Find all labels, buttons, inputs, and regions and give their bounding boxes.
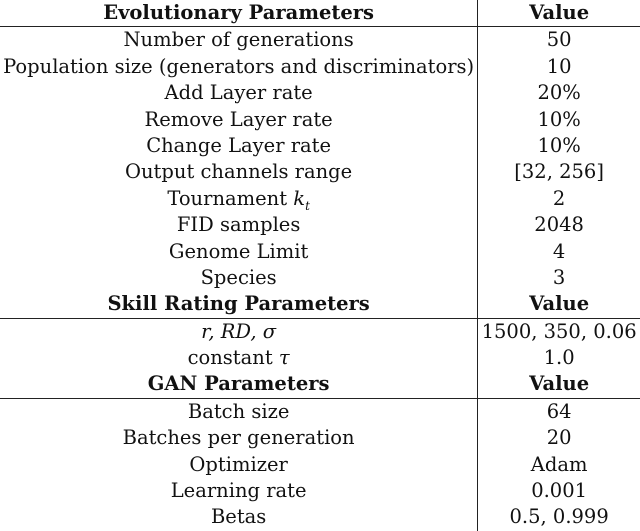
header-value: Value [477,291,640,317]
value-cell: Adam [477,452,640,478]
table-row [0,212,640,238]
param-cell: Population size (generators and discriminators) [3,54,475,78]
param-cell: Learning rate [170,479,307,503]
param-cell: Species [200,265,277,289]
table-row [0,54,640,80]
value-cell: 0.001 [477,478,640,504]
header-value: Value [477,0,640,26]
param-cell: Batch size [187,399,290,423]
table-row [0,265,640,291]
value-cell: 2 [477,186,640,212]
value-cell: 1.0 [477,345,640,371]
header-value: Value [477,371,640,397]
value-cell: 0.5, 0.999 [477,504,640,530]
table-row [0,399,640,425]
section-header-skill-rating [0,291,640,318]
value-cell: 20 [477,425,640,451]
param-text: constant [187,346,279,370]
param-cell: Change Layer rate [146,133,332,157]
table-row [0,133,640,159]
param-cell: Number of generations [123,28,354,52]
table-row [0,186,640,212]
param-cell [0,319,477,345]
table-row [0,239,640,265]
table-row [0,478,640,504]
math-subscript: t [305,198,310,213]
table-row [0,107,640,133]
table-row [0,80,640,106]
table-row [0,504,640,530]
param-cell: Optimizer [189,452,288,476]
param-cell [0,345,477,371]
param-cell: Genome Limit [168,239,309,263]
value-cell: 20% [477,80,640,106]
value-cell: 4 [477,239,640,265]
param-cell: Remove Layer rate [144,107,333,131]
header-param: Evolutionary Parameters [103,1,375,24]
value-cell: [32, 256] [477,159,640,185]
param-cell [0,186,477,212]
math-symbol: k [293,186,306,210]
value-cell: 2048 [477,212,640,238]
math-symbol: τ [278,346,290,370]
table-row [0,345,640,371]
value-cell: 64 [477,399,640,425]
value-cell: 10% [477,133,640,159]
table-row [0,319,640,345]
value-cell: 50 [477,27,640,53]
value-cell: 1500, 350, 0.06 [477,319,640,345]
param-cell: Batches per generation [122,426,355,450]
param-cell: Add Layer rate [164,81,313,105]
section-header-evolutionary [0,0,640,27]
table-row [0,452,640,478]
value-cell: 10 [477,54,640,80]
param-cell: Output channels range [125,160,353,184]
value-cell: 10% [477,107,640,133]
header-param: Skill Rating Parameters [107,292,370,316]
param-cell: Betas [210,505,267,529]
section-header-gan [0,371,640,398]
header-param: GAN Parameters [147,372,330,396]
param-text: Tournament [167,186,294,210]
param-cell: FID samples [176,213,301,237]
math-expression: r, RD, σ [201,319,277,343]
table-row [0,159,640,185]
value-cell: 3 [477,265,640,291]
table-row [0,27,640,53]
table-row [0,425,640,451]
